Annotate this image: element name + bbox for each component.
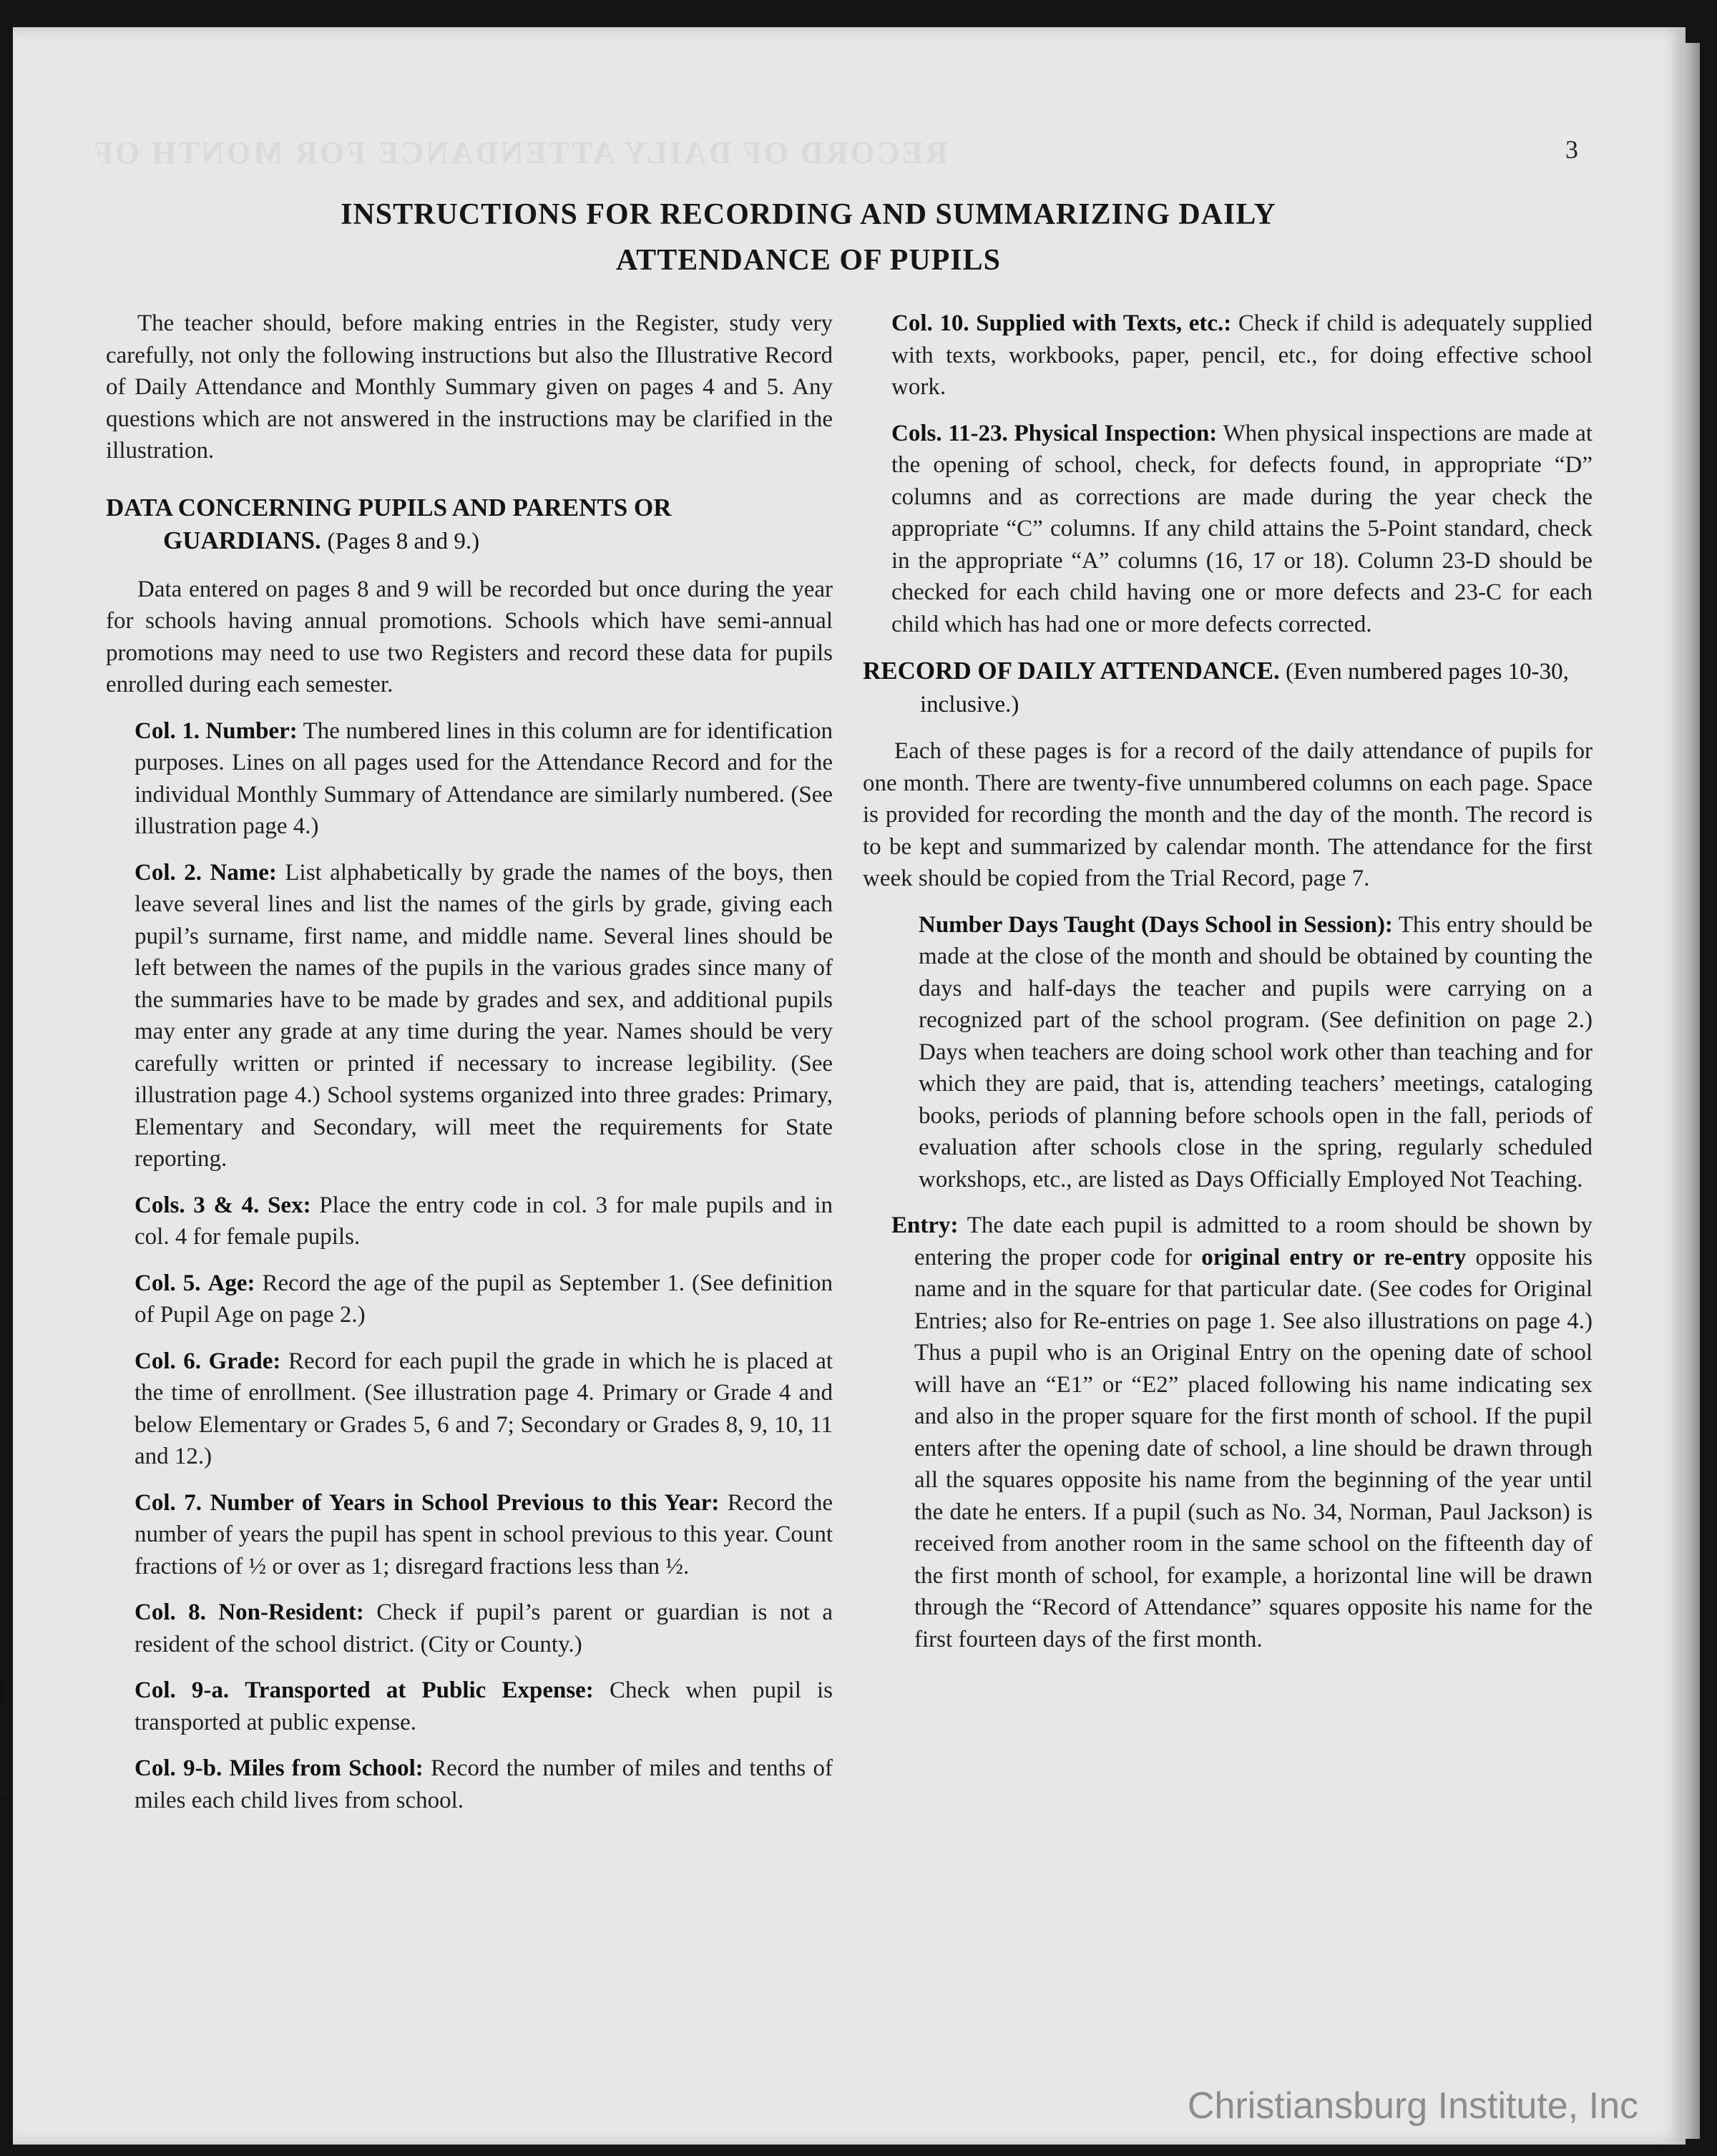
col1-entry [106, 715, 833, 843]
col1123-title: Physical Inspection: [1014, 420, 1218, 446]
col9b-title: Miles from School: [229, 1755, 424, 1781]
col5-text: Record the age of the pupil as September 1. (See definition of Pupil Age on page 2.) [134, 1270, 833, 1328]
col10-entry [863, 308, 1593, 403]
entry-title: Entry: [891, 1212, 959, 1238]
col5-title: Age: [207, 1270, 255, 1296]
col7-label: Col. 7. [134, 1489, 202, 1516]
col34-entry [106, 1190, 833, 1253]
days-taught-text: This entry should be made at the close of the month and should be obtained by counting the days and half-days the teacher and pupils were carrying on a recognized part of the school program. (See definition on page 2.) Days when teachers are doing school work other than teaching and for which they are paid, that is, attending teachers’ meetings, cataloging books, periods of planning before schools open in the fall, periods of evaluation after schools close in the spring, regularly scheduled workshops, etc., are listed as Days Officially Employed Not Teaching. [919, 911, 1593, 1192]
title-line-2: ATTENDANCE OF PUPILS [615, 244, 1002, 277]
watermark: Christiansburg Institute, Inc [1187, 2085, 1638, 2127]
col1-title: Number: [205, 717, 298, 744]
entry-text-b: opposite his name and in the square for that particular date. (See codes for Original Entries; also for Re-entries on page 1. See also illustrations on page 4.) Thus a pupil who is an Original Entry on the opening date of school will have an “E1” or “E2” placed following his name indicating sex and also in the proper square for the first month of school. If the pupil enters after the opening date of school, a line should be drawn through all the squares opposite his name from the beginning of the year until the date he enters. If a pupil (such as No. 34, Norman, Paul Jackson) is received from another room in the same school on the fifteenth day of the first month of school, for example, a horizontal line will be drawn through the “Record of Attendance” squares opposite his name for the first fourteen days of the first month. [914, 1244, 1593, 1652]
entry-paragraph [863, 1210, 1593, 1655]
page-title [107, 192, 1510, 283]
col6-title: Grade: [208, 1348, 281, 1374]
section2-heading-text: RECORD OF DAILY ATTENDANCE. [863, 657, 1280, 685]
col1123-label: Cols. 11-23. [891, 420, 1008, 446]
col5-label: Col. 5. [134, 1270, 201, 1296]
col6-label: Col. 6. [134, 1348, 202, 1374]
col34-text: Place the entry code in col. 3 for male pupils and in col. 4 for female pupils. [134, 1192, 833, 1250]
col5-entry [106, 1268, 833, 1331]
left-column [106, 308, 833, 1831]
col1123-entry [863, 418, 1593, 641]
col8-entry [106, 1597, 833, 1660]
col2-title: Name: [210, 859, 277, 886]
col8-text: Check if pupil’s parent or guardian is not a resident of the school district. (City or County.) [134, 1599, 833, 1657]
col2-label: Col. 2. [134, 859, 202, 886]
section-heading-pupils [106, 491, 833, 558]
entry-bold: original entry or re-entry [1201, 1244, 1467, 1270]
col9b-entry [106, 1753, 833, 1816]
col9a-title: Transported at Public Expense: [245, 1677, 594, 1703]
col2-entry [106, 857, 833, 1175]
col2-text: List alphabetically by grade the names of the boys, then leave several lines and list the names of the girls by grade, giving each pupil’s surname, first name, and middle name. Several lines should be left between the names of the pupils in the various grades since many of the summaries have to be made by grades and sex, and additional pupils may enter any grade at any time during the year. Names should be very carefully written or printed if necessary to increase legibility. (See illustration page 4.) School systems organized into three grades: Primary, Elementary and Secondary, will meet the requirements for State reporting. [134, 859, 833, 1172]
col34-label: Cols. 3 & 4. [134, 1192, 260, 1218]
title-line-1: INSTRUCTIONS FOR RECORDING AND SUMMARIZING DAILY [341, 198, 1276, 231]
days-taught-title: Number Days Taught (Days School in Session): [919, 911, 1393, 938]
edge-mark [0, 1795, 6, 1800]
col1123-text: When physical inspections are made at the opening of school, check, for defects found, in appropriate “D” columns and as corrections are made during the year check the appropriate “C” columns. If any child attains the 5-Point standard, check in the appropriate “A” columns (16, 17 or 18). Column 23-D should be checked for each child having one or more defects and 23-C for each child which has had one or more defects corrected. [891, 420, 1593, 637]
section2-paragraph: Each of these pages is for a record of the daily attendance of pupils for one month. There are twenty-five unnumbered columns on each page. Space is provided for recording the month and the day of the month. The record is to be kept and summarized by calendar month. The attendance for the first week should be copied from the Trial Record, page 7. [863, 738, 1593, 891]
col9a-entry [106, 1675, 833, 1738]
col7-title: Number of Years in School Previous to this Year: [210, 1489, 720, 1516]
section-heading-text: DATA CONCERNING PUPILS AND PARENTS OR GUARDIANS. [106, 493, 672, 554]
col9b-text: Record the number of miles and tenths of miles each child lives from school. [134, 1755, 833, 1813]
col9a-text: Check when pupil is transported at public expense. [134, 1677, 833, 1735]
col10-title: Supplied with Texts, etc.: [976, 310, 1232, 336]
col7-entry [106, 1487, 833, 1583]
page-edge [1686, 43, 1700, 2139]
page-number: 3 [1565, 135, 1578, 164]
col1-label: Col. 1. [134, 717, 200, 744]
edge-mark [0, 1677, 6, 1706]
col6-entry [106, 1346, 833, 1473]
col10-label: Col. 10. [891, 310, 969, 336]
bleed-through-text: RECORD OF DAILY ATTENDANCE FOR MONTH OF [92, 135, 948, 170]
entry-text-a: The date each pupil is admitted to a room should be shown by entering the proper code for [914, 1212, 1593, 1270]
col1-text: The numbered lines in this column are for identification purposes. Lines on all pages used for the Attendance Record and for the individual Monthly Summary of Attendance are similarly numbered. (See illustration page 4.) [134, 717, 833, 839]
col9b-label: Col. 9-b. [134, 1755, 222, 1781]
intro-paragraph: The teacher should, before making entries in the Register, study very carefully, not only the following instructions but also the Illustrative Record of Daily Attendance and Monthly Summary given on pages 4 and 5. Any questions which are not answered in the instructions may be clarified in the illustration. [106, 310, 833, 464]
col7-text: Record the number of years the pupil has spent in school previous to this year. Count fractions of ½ or over as 1; disregard fractions less than ½. [134, 1489, 833, 1579]
col34-title: Sex: [268, 1192, 311, 1218]
days-taught-entry [863, 909, 1593, 1196]
col8-label: Col. 8. [134, 1599, 206, 1625]
col9a-label: Col. 9-a. [134, 1677, 230, 1703]
right-column [863, 308, 1593, 1670]
col10-text: Check if child is adequately supplied with texts, workbooks, paper, pencil, etc., for doing effective school work. [891, 310, 1593, 400]
col8-title: Non-Resident: [218, 1599, 364, 1625]
section-heading-attendance [863, 655, 1593, 721]
section-heading-note: (Pages 8 and 9.) [327, 528, 480, 554]
section2-heading-note: (Even numbered pages 10-30, inclusive.) [920, 659, 1569, 717]
col6-text: Record for each pupil the grade in which he is placed at the time of enrollment. (See illustration page 4. Primary or Grade 4 and below Elementary or Grades 5, 6 and 7; Secondary or Grades 8, 9, 10, 11 and 12.) [134, 1348, 833, 1469]
section-paragraph: Data entered on pages 8 and 9 will be recorded but once during the year for schools having annual promotions. Schools which have semi-annual promotions may need to use two Registers and record these data for pupils enrolled during each semester. [106, 576, 833, 697]
